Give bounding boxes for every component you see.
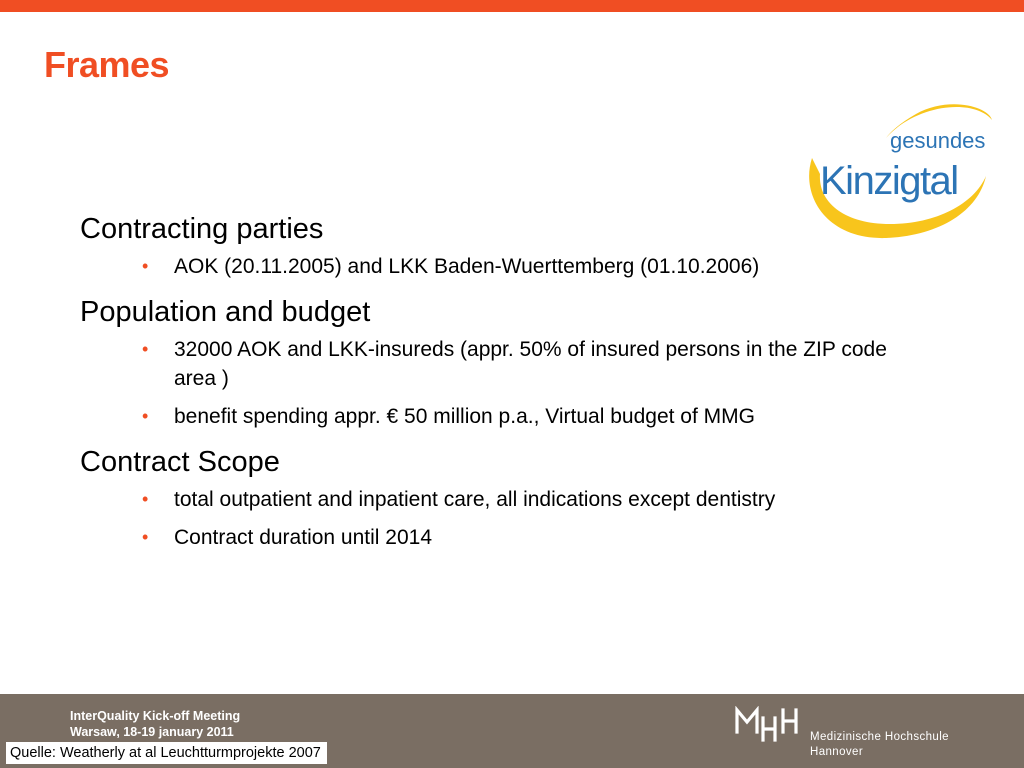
mhh-name-line1: Medizinische Hochschule xyxy=(810,731,949,743)
source-citation: Quelle: Weatherly at al Leuchtturmprojekte 2007 xyxy=(6,742,327,764)
bullet-text: AOK (20.11.2005) and LKK Baden-Wuerttemberg (01.10.2006) xyxy=(174,255,760,278)
bullet-list xyxy=(80,252,960,281)
bullet-text: total outpatient and inpatient care, all indications except dentistry xyxy=(174,488,776,511)
bullet-list xyxy=(80,335,960,431)
bullet-icon: • xyxy=(142,527,149,547)
section-heading: Population and budget xyxy=(80,296,371,328)
top-accent-bar xyxy=(0,0,1024,12)
mhh-name-line2: Hannover xyxy=(810,746,864,758)
event-title: InterQuality Kick-off Meeting xyxy=(70,709,241,723)
section-heading: Contract Scope xyxy=(80,446,280,478)
bullet-icon: • xyxy=(142,489,149,509)
bullet-item xyxy=(80,402,904,431)
section-contracting-parties xyxy=(80,210,960,281)
slide-title: Frames xyxy=(44,44,170,85)
mhh-wordmark xyxy=(810,730,949,760)
bullet-item xyxy=(80,523,904,552)
bullet-text: benefit spending appr. € 50 million p.a., Virtual budget of MMG xyxy=(174,405,755,428)
bullet-item xyxy=(80,485,904,514)
section-heading: Contracting parties xyxy=(80,213,324,245)
bullet-icon: • xyxy=(142,256,149,276)
mhh-logo-icon xyxy=(734,706,804,742)
section-population-budget xyxy=(80,293,960,431)
event-date: Warsaw, 18-19 january 2011 xyxy=(70,725,234,739)
bullet-item xyxy=(80,252,904,281)
bullet-icon: • xyxy=(142,406,149,426)
bullet-text: 32000 AOK and LKK-insureds (appr. 50% of insured persons in the ZIP code area ) xyxy=(174,338,887,390)
bullet-list xyxy=(80,485,960,552)
bullet-text: Contract duration until 2014 xyxy=(174,526,432,549)
logo-line1: gesundes xyxy=(890,128,986,153)
section-contract-scope xyxy=(80,443,960,552)
bullet-icon: • xyxy=(142,339,149,359)
footer-event-info xyxy=(70,708,240,740)
slide-content xyxy=(80,210,960,564)
logo-line2: Kinzigtal xyxy=(820,159,958,203)
bullet-item xyxy=(80,335,904,393)
slide-footer xyxy=(0,694,1024,768)
